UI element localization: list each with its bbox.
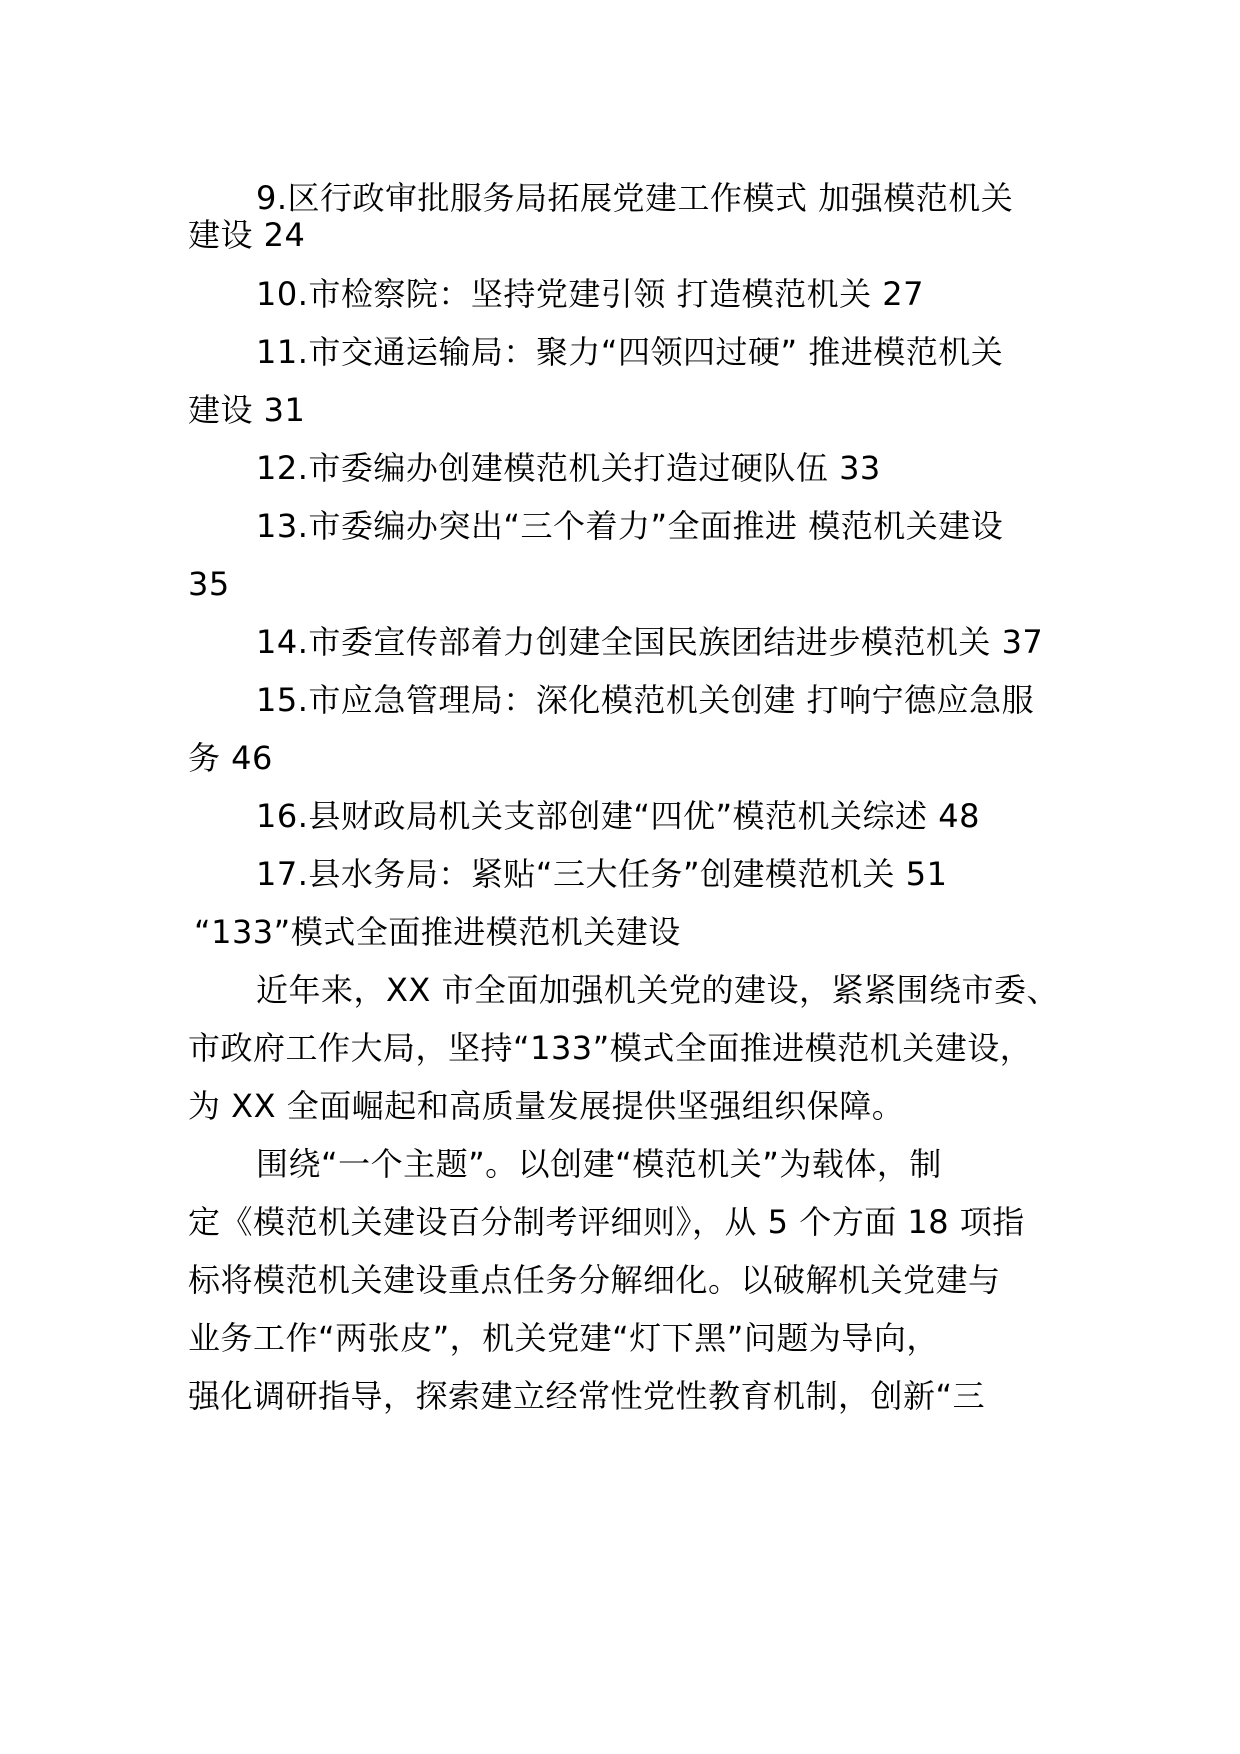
toc-item-12: 12.市委编办创建模范机关打造过硬队伍 33 bbox=[256, 449, 881, 487]
toc-item-15-line-1: 15.市应急管理局：深化模范机关创建 打响宁德应急服 bbox=[256, 681, 1035, 719]
toc-item-11-line-2: 建设 31 bbox=[188, 391, 306, 429]
paragraph-2-line-1: 围绕“一个主题”。以创建“模范机关”为载体，制 bbox=[256, 1145, 942, 1183]
toc-item-13-line-1: 13.市委编办突出“三个着力”全面推进 模范机关建设 bbox=[256, 507, 1004, 545]
toc-item-16: 16.县财政局机关支部创建“四优”模范机关综述 48 bbox=[256, 797, 980, 835]
paragraph-1-line-2: 市政府工作大局，坚持“133”模式全面推进模范机关建设， bbox=[188, 1029, 1033, 1067]
paragraph-2-line-2: 定《模范机关建设百分制考评细则》，从 5 个方面 18 项指 bbox=[188, 1203, 1025, 1241]
toc-item-15-line-2: 务 46 bbox=[188, 739, 273, 777]
article-title: “133”模式全面推进模范机关建设 bbox=[194, 913, 681, 951]
toc-item-10: 10.市检察院：坚持党建引领 打造模范机关 27 bbox=[256, 275, 924, 313]
toc-item-13-line-2: 35 bbox=[188, 565, 230, 603]
paragraph-2-line-4: 业务工作“两张皮”，机关党建“灯下黑”问题为导向， bbox=[188, 1319, 939, 1357]
paragraph-1-line-3: 为 XX 全面崛起和高质量发展提供坚强组织保障。 bbox=[188, 1087, 905, 1125]
toc-item-9-line-1: 9.区行政审批服务局拓展党建工作模式 加强模范机关 bbox=[256, 179, 1014, 217]
paragraph-1-line-1: 近年来，XX 市全面加强机关党的建设，紧紧围绕市委、 bbox=[256, 971, 1060, 1009]
toc-item-11-line-1: 11.市交通运输局：聚力“四领四过硬” 推进模范机关 bbox=[256, 333, 1004, 371]
toc-item-9-line-2: 建设 24 bbox=[188, 216, 306, 254]
toc-item-17: 17.县水务局：紧贴“三大任务”创建模范机关 51 bbox=[256, 855, 948, 893]
toc-item-14: 14.市委宣传部着力创建全国民族团结进步模范机关 37 bbox=[256, 623, 1044, 661]
paragraph-2-line-3: 标将模范机关建设重点任务分解细化。以破解机关党建与 bbox=[188, 1261, 1001, 1299]
paragraph-2-line-5: 强化调研指导，探索建立经常性党性教育机制，创新“三 bbox=[188, 1377, 986, 1415]
